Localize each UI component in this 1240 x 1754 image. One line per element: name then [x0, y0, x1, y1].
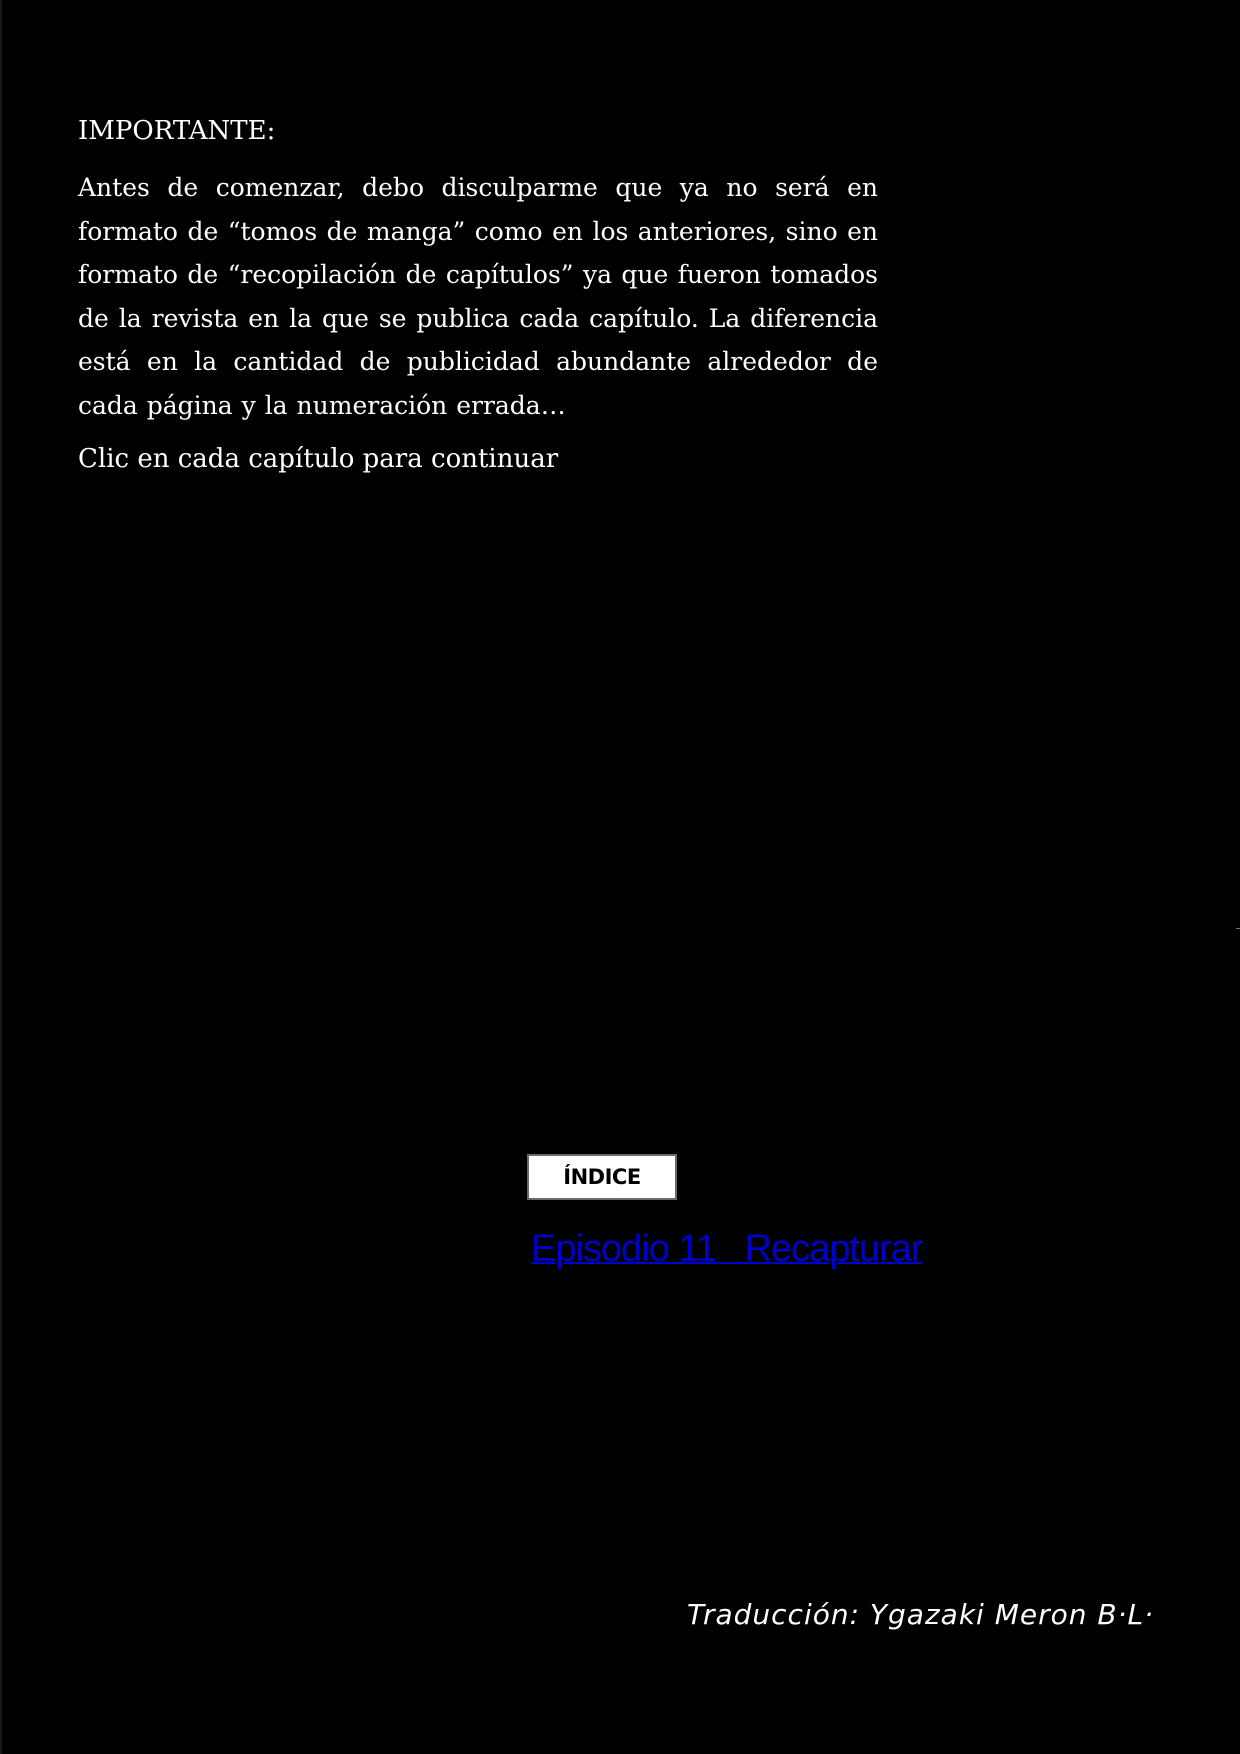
instruction-text: Clic en cada capítulo para continuar	[78, 444, 559, 474]
important-heading: IMPORTANTE:	[78, 116, 276, 146]
page-left-edge	[0, 0, 2, 1754]
episode-11-link[interactable]: Episodio 11 Recapturar	[531, 1228, 923, 1270]
edge-mark	[1236, 928, 1240, 929]
disclaimer-paragraph: Antes de comenzar, debo disculparme que ya no será en formato de “tomos de manga” como en los anteriores, sino en formato de “recopilación de capítulos” ya que fueron tomados de la revista en la que se publica cada capítulo. La diferencia está en la cantidad de publicidad abundante alrededor de cada página y la numeración errada…	[78, 173, 878, 420]
index-label: ÍNDICE	[527, 1154, 677, 1200]
translation-credit: Traducción: Ygazaki Meron B·L·	[687, 1598, 1154, 1631]
